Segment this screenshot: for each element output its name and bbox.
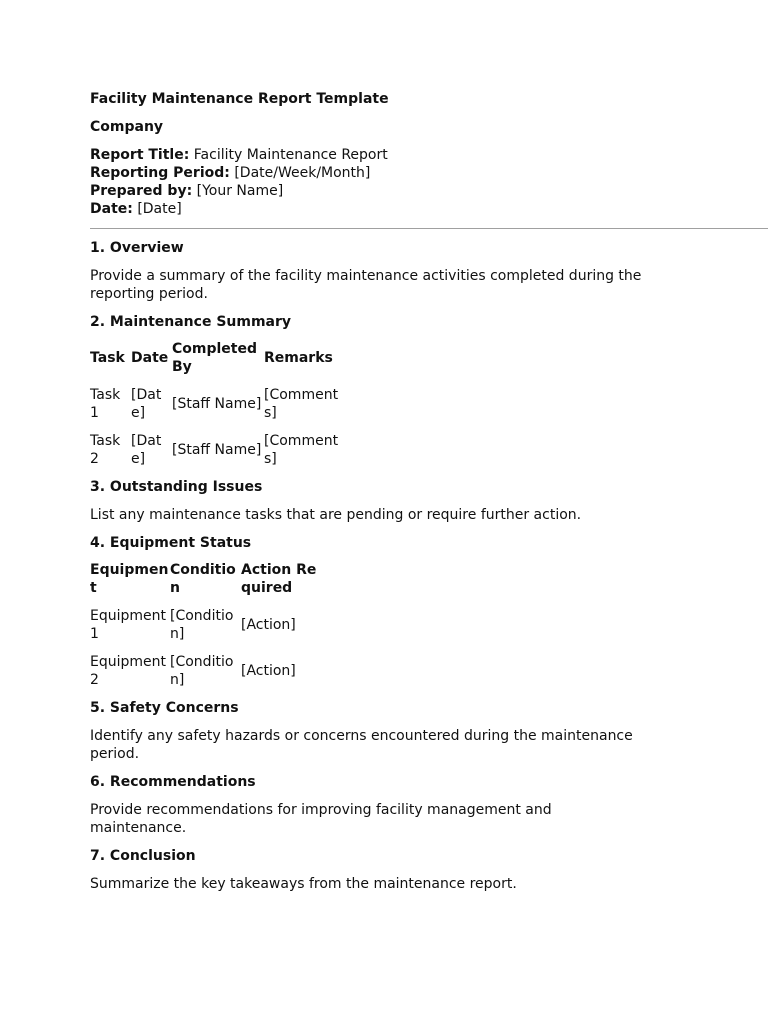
table-row bbox=[90, 432, 340, 468]
table-cell: Equipment 2 bbox=[90, 654, 166, 688]
section-text-overview: Provide a summary of the facility maintenance activities completed during the reporting period. bbox=[90, 268, 642, 302]
section-text-safety-concerns: Identify any safety hazards or concerns encountered during the maintenance period. bbox=[90, 728, 633, 762]
column-header: Condition bbox=[170, 562, 236, 596]
section-text-recommendations: Provide recommendations for improving facility management and maintenance. bbox=[90, 802, 552, 836]
meta-label: Reporting Period: bbox=[90, 165, 230, 181]
section-text-conclusion: Summarize the key takeaways from the maintenance report. bbox=[90, 876, 517, 892]
table-row bbox=[90, 386, 340, 422]
table-cell: Equipment 1 bbox=[90, 608, 166, 642]
meta-label: Date: bbox=[90, 201, 133, 217]
meta-date bbox=[90, 200, 768, 218]
meta-value: [Your Name] bbox=[196, 183, 284, 199]
table-header-row bbox=[90, 340, 340, 376]
meta-value: [Date] bbox=[137, 201, 182, 217]
meta-prepared-by bbox=[90, 182, 768, 200]
document-title: Facility Maintenance Report Template bbox=[90, 91, 389, 107]
table-cell: [Comments] bbox=[264, 387, 339, 421]
meta-value: [Date/Week/Month] bbox=[234, 165, 371, 181]
section-heading-overview: 1. Overview bbox=[90, 240, 184, 256]
meta-report-title bbox=[90, 146, 768, 164]
table-cell: [Condition] bbox=[170, 608, 234, 642]
meta-label: Prepared by: bbox=[90, 183, 193, 199]
table-cell: [Comments] bbox=[264, 433, 339, 467]
equipment-status-table bbox=[89, 551, 318, 699]
maintenance-summary-table bbox=[89, 330, 341, 478]
section-heading-conclusion: 7. Conclusion bbox=[90, 848, 196, 864]
column-header: Remarks bbox=[264, 350, 333, 366]
column-header: Completed By bbox=[172, 341, 258, 375]
report-meta bbox=[90, 146, 768, 218]
table-cell: [Action] bbox=[241, 617, 296, 633]
table-row bbox=[90, 607, 317, 643]
table-header-row bbox=[90, 561, 317, 597]
table-row bbox=[90, 653, 317, 689]
section-text-outstanding-issues: List any maintenance tasks that are pending or require further action. bbox=[90, 507, 582, 523]
table-cell: Task 2 bbox=[90, 433, 121, 467]
table-cell: [Staff Name] bbox=[172, 442, 262, 458]
table-cell: [Condition] bbox=[170, 654, 234, 688]
meta-label: Report Title: bbox=[90, 147, 190, 163]
section-heading-recommendations: 6. Recommendations bbox=[90, 774, 256, 790]
meta-value: Facility Maintenance Report bbox=[193, 147, 388, 163]
section-heading-outstanding-issues: 3. Outstanding Issues bbox=[90, 479, 263, 495]
meta-reporting-period bbox=[90, 164, 768, 182]
table-cell: Task 1 bbox=[90, 387, 121, 421]
horizontal-divider bbox=[90, 228, 768, 229]
table-cell: [Date] bbox=[131, 433, 162, 467]
column-header: Date bbox=[131, 350, 169, 366]
section-heading-maintenance-summary: 2. Maintenance Summary bbox=[90, 314, 292, 330]
column-header: Task bbox=[90, 350, 125, 366]
table-cell: [Staff Name] bbox=[172, 396, 262, 412]
section-heading-equipment-status: 4. Equipment Status bbox=[90, 535, 252, 551]
company-name: Company bbox=[90, 119, 164, 135]
table-cell: [Action] bbox=[241, 663, 296, 679]
column-header: Action Required bbox=[241, 562, 317, 596]
table-cell: [Date] bbox=[131, 387, 162, 421]
document-page bbox=[90, 90, 768, 893]
section-heading-safety-concerns: 5. Safety Concerns bbox=[90, 700, 239, 716]
column-header: Equipment bbox=[90, 562, 169, 596]
